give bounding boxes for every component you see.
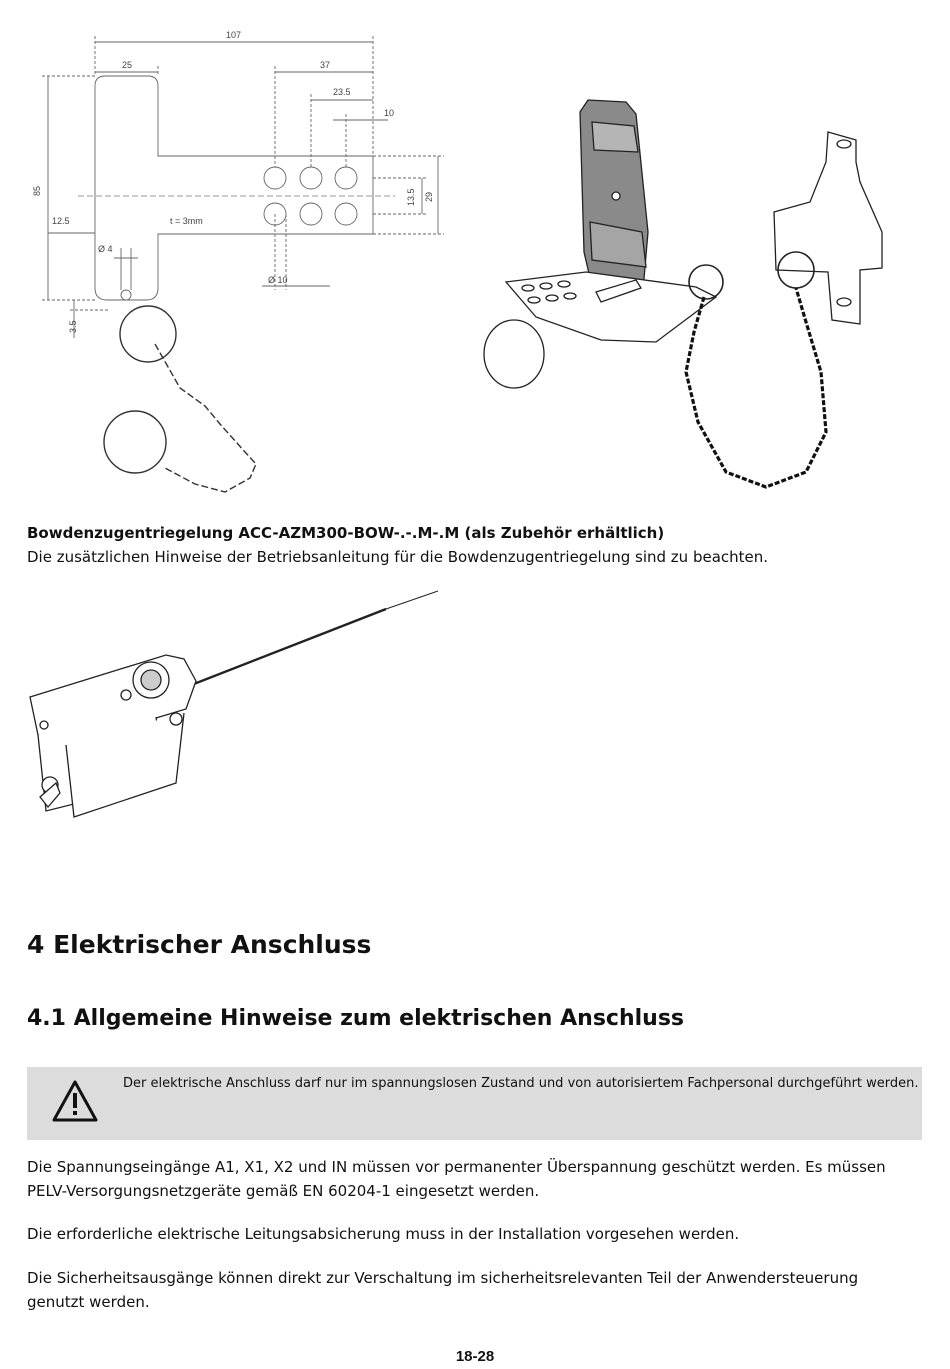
dim-23-5: 23.5 xyxy=(333,87,351,97)
warning-text: Der elektrische Anschluss darf nur im spannungslosen Zustand und von autorisiertem Fachpersonal durchgeführt werden. xyxy=(123,1076,919,1091)
dim-dia-4: Ø 4 xyxy=(98,244,113,254)
dim-29: 29 xyxy=(424,191,434,202)
bowden-release-drawing xyxy=(26,585,446,825)
paragraph-fuse-protection: Die erforderliche elektrische Leitungsabsicherung muss in der Installation vorgesehen werden. xyxy=(27,1225,740,1243)
dim-10: 10 xyxy=(384,108,395,118)
dim-37: 37 xyxy=(320,60,331,70)
dim-3-5: 3.5 xyxy=(68,320,78,333)
paragraph-overvoltage: Die Spannungseingänge A1, X1, X2 und IN müssen vor permanenter Überspannung geschützt werden. Es müssen PELV-Versorgungsnetzgeräte gemäß EN 60204-1 eingesetzt werden. xyxy=(27,1158,886,1200)
dim-107: 107 xyxy=(226,30,242,40)
dim-13-5: 13.5 xyxy=(406,188,416,206)
subsection-heading: 4.1 Allgemeine Hinweise zum elektrischen Anschluss xyxy=(27,1006,685,1031)
dim-dia-10: Ø 10 xyxy=(268,275,288,285)
dim-85: 85 xyxy=(32,185,42,196)
paragraph-safety-outputs: Die Sicherheitsausgänge können direkt zur Verschaltung im sicherheitsrelevanten Teil der Anwendersteuerung genutzt werden. xyxy=(27,1269,859,1311)
dim-12-5: 12.5 xyxy=(52,216,70,226)
warning-triangle-icon xyxy=(51,1079,99,1123)
dim-25: 25 xyxy=(122,60,133,70)
section-heading: 4 Elektrischer Anschluss xyxy=(27,930,372,959)
figure-caption-text: Die zusätzlichen Hinweise der Betriebsanleitung für die Bowdenzugentriegelung sind zu beachten. xyxy=(27,548,769,566)
dimension-drawing xyxy=(30,28,450,506)
thickness-label: t = 3mm xyxy=(170,216,203,226)
page-number: 18-28 xyxy=(455,1348,495,1365)
warning-box xyxy=(27,1067,922,1140)
figure-caption-title: Bowdenzugentriegelung ACC-AZM300-BOW-.-.M-.M (als Zubehör erhältlich) xyxy=(27,524,665,542)
accessory-isometric-drawing xyxy=(476,92,896,504)
